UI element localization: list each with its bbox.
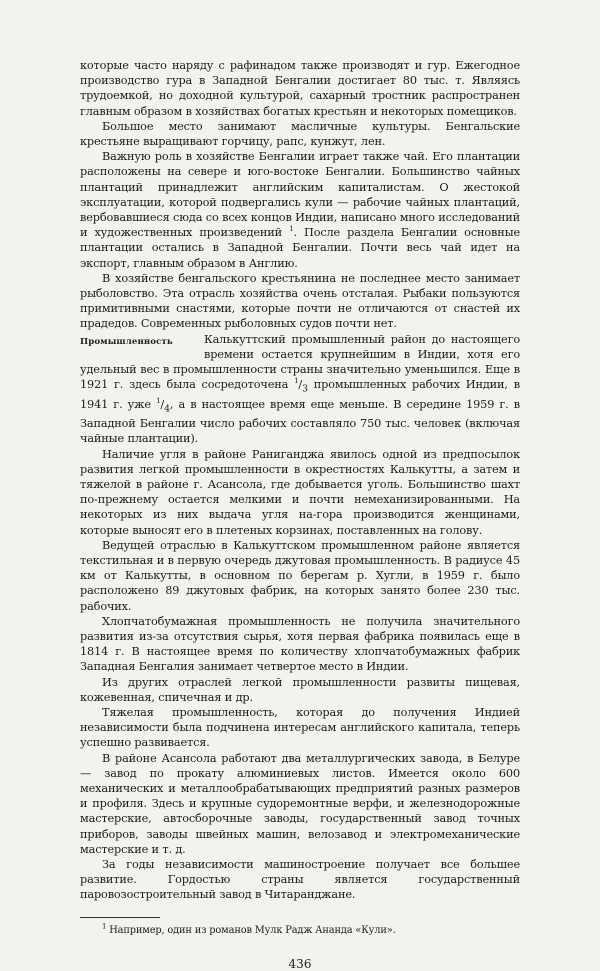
paragraph: За годы независимости машиностроение получает все большее развитие. Гордостью страны является государственный паровозостроительный завод в Читаранджане. <box>80 858 520 902</box>
paragraph-industry <box>80 332 520 447</box>
paragraph-text: После раздела Бенгалии основные плантации остались в Западной Бенгалии. Почти весь чай идет на экспорт, главным образом в Англию. <box>80 226 520 270</box>
paragraph-text: , а в настоящее время еще меньше. В середине 1959 г. в Западной Бенгалии число рабочих составляло 750 тыс. человек (включая чайные плантации). <box>80 397 520 446</box>
fraction: $^1/_3$ <box>294 377 308 395</box>
paragraph: Из других отраслей легкой промышленности развиты пищевая, кожевенная, спичечная и др. <box>80 675 520 704</box>
fraction: $^1/_4$ <box>156 396 170 414</box>
paragraph: Ведущей отраслью в Калькуттском промышленном районе является текстильная и в первую очередь джутовая промышленность. В радиусе 45 км от Калькутты, в основном по берегам р. Хугли, в 1959 г. было расположено 89 джутовых фабрик, на которых занято более 230 тыс. рабочих. <box>80 538 520 613</box>
side-heading: Промышленность <box>80 336 173 347</box>
paragraph: которые часто наряду с рафинадом также производят и гур. Ежегодное производство гура в Западной Бенгалии достигает 80 тыс. т. Являясь трудоемкой, но доходной культурой, сахарный тростник распространен главным образом в хозяйствах богатых крестьян и некоторых помещиков. <box>80 59 520 118</box>
paragraph: Тяжелая промышленность, которая до получения Индией независимости была подчинена интересам английского капитала, теперь успешно развивается. <box>80 706 520 750</box>
paragraph-text: Калькуттский промышленный район до настоящего времени остается крупнейшим в Индии, хотя его удельный вес в промышленности страны значительно уменьшился. Еще в 1921 г. здесь была сосредоточена <box>80 332 520 392</box>
paragraph: Хлопчатобумажная промышленность не получила значительного развития из-за отсутствия сырья, хотя первая фабрика появилась еще в 1814 г. В настоящее время по количеству хлопчатобумажных фабрик Западная Бенгалия занимает четвертое место в Индии. <box>80 614 520 674</box>
paragraph-text: промышленных рабочих Индии, в 1941 г. уже <box>80 378 520 411</box>
paragraph: Наличие угля в районе Раниганджа явилось одной из предпосылок развития легкой промышленности в окрестностях Калькутты, а затем и тяжелой в районе г. Асансола, где добывается уголь. Большинство шахт по-прежнему остается мелкими и почти немеханизированными. На некоторых из них выдача угля на-гора производится женщинами, которые выносят его в плетеных корзинах, поставленных на голову. <box>80 447 520 537</box>
footnote-reference: 1 <box>289 225 294 234</box>
footnote-marker: 1 <box>102 922 107 931</box>
paragraph: Большое место занимают масличные культуры. Бенгальские крестьяне выращивают горчицу, рапс, кунжут, лен. <box>80 119 520 149</box>
paragraph: В хозяйстве бенгальского крестьянина не последнее место занимает рыболовство. Эта отрасль хозяйства очень отсталая. Рыбаки пользуются примитивными снастями, которые почти не отличаются от снастей их прадедов. Современных рыболовных судов почти нет. <box>80 271 520 331</box>
paragraph: В районе Асансола работают два металлургических завода, в Белуре — завод по прокату алюминиевых листов. Имеется около 600 механических и металлообрабатывающих предприятий разных размеров и профиля. Здесь и крупные судоремонтные верфи, и железнодорожные мастерские, автосборочные заводы, государственный завод точных приборов, заводы швейных машин, велозавод и электромеханические мастерские и т. д. <box>80 751 520 856</box>
footnote <box>80 924 520 937</box>
paragraph-text: Важную роль в хозяйстве Бенгалии играет также чай. Его плантации расположены на севере и юго-востоке Бенгалии. Большинство чайных плантаций принадлежит английским капиталистам. О жестокой эксплуатации, которой подвергались кули — рабочие чайных плантаций, вербовавшиеся сюда со всех концов Индии, написано много исследований и художественных произведений <box>80 150 520 240</box>
footnote-text: Например, один из романов Мулк Радж Ананда «Кули». <box>109 924 396 936</box>
page-number: 436 <box>288 956 312 971</box>
footnote-divider <box>80 917 160 918</box>
paragraph: Важную роль в хозяйстве Бенгалии играет также чай. Его плантации расположены на севере и юго-востоке Бенгалии. Большинство чайных плантаций принадлежит английским капиталистам. О жестокой эксплуатации, которой подвергались кули — рабочие чайных плантаций, вербовавшиеся сюда со всех концов Индии, написано много исследований и художественных произведений $^1$. После раздела Бенгалии основные плантации остались в Западной Бенгалии. Почти весь чай идет на экспорт, главным образом в Англию. <box>80 150 520 270</box>
